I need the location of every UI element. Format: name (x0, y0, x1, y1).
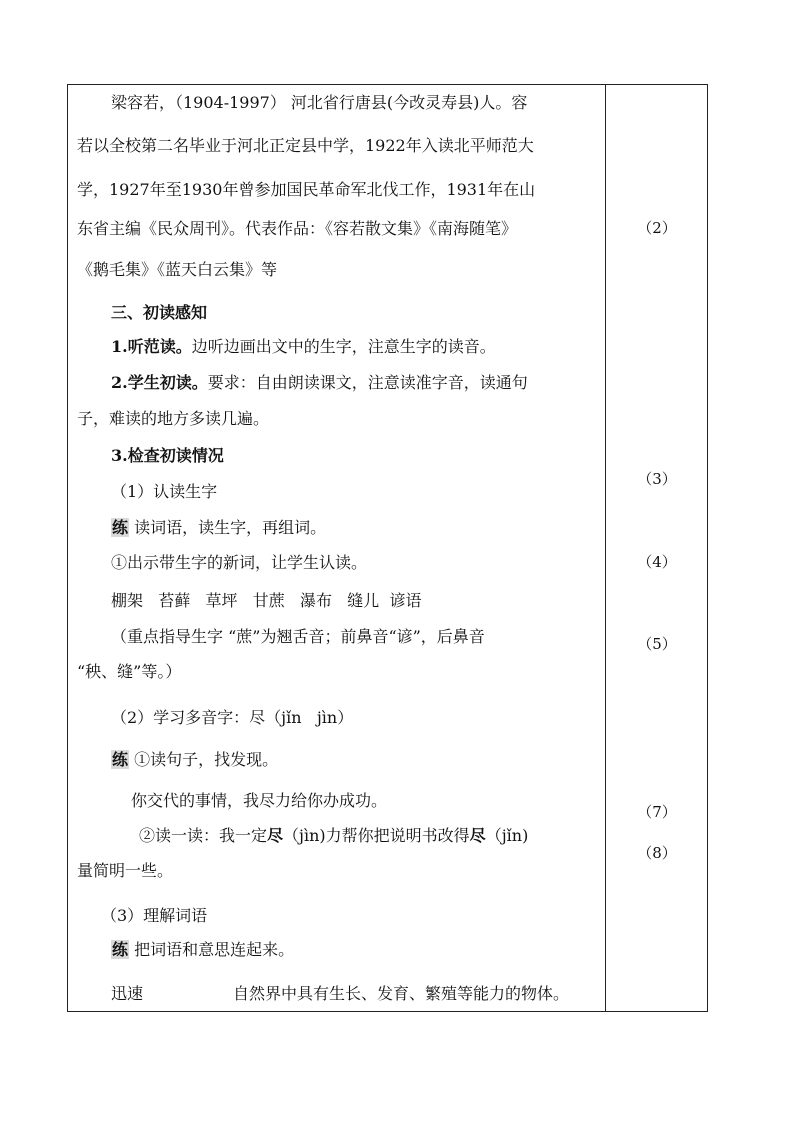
item-2-text-cont: 子，难读的地方多读几遍。 (77, 409, 270, 428)
side-number-5: （5） (637, 635, 677, 653)
sub-1-title: （1）认读生字 (111, 482, 218, 501)
bio-line-5: 《鹅毛集》《蓝天白云集》等 (77, 260, 278, 279)
item-2 (111, 373, 528, 393)
sub-3-task (111, 940, 294, 960)
bio-line-4: 东省主编《民众周刊》。代表作品：《容若散文集》《南海随笔》 (77, 219, 518, 238)
item-2-label: 2.学生初读。 (111, 373, 208, 392)
bio-line-2: 若以全校第二名毕业于河北正定县中学，1922年入读北平师范大 (77, 136, 534, 155)
example-sentence-2 (139, 826, 528, 846)
practice-tag: 练 (112, 518, 129, 537)
match-meaning: 自然界中具有生长、发育、繁殖等能力的物体。 (233, 984, 570, 1003)
sentence-2-bold-char-2: 尽 (469, 826, 486, 845)
sub-3-title: （3）理解词语 (101, 906, 208, 925)
sentence-2-bold-char-1: 尽 (267, 826, 284, 845)
example-sentence-1: 你交代的事情，我尽力给你办成功。 (131, 791, 388, 810)
side-number-8: （8） (637, 844, 677, 862)
note-line-1: （重点指导生字 “蔗”为翘舌音；前鼻音“谚”，后鼻音 (111, 627, 485, 646)
sub-3-task-text: 把词语和意思连起来。 (134, 940, 295, 959)
bio-line-1: 梁容若，（1904-1997） 河北省行唐县(今改灵寿县)人。容 (111, 93, 528, 112)
side-number-3: （3） (637, 470, 677, 488)
sub-1-task-text: 读词语，读生字，再组词。 (134, 518, 327, 537)
sub-1-task (111, 518, 326, 538)
sub-2-task (111, 750, 278, 770)
practice-tag: 练 (112, 940, 129, 959)
sub-1-step: ①出示带生字的新词，让学生认读。 (111, 553, 368, 572)
side-number-2: （2） (637, 219, 677, 237)
example-sentence-2-cont: 量简明一些。 (77, 861, 174, 880)
sentence-2-part-e: （jǐn) (485, 826, 529, 845)
sub-2-title: （2）学习多音字：尽（jǐn jìn） (111, 708, 354, 727)
item-1-text: 边听边画出文中的生字，注意生字的读音。 (191, 337, 496, 356)
main-column (67, 84, 605, 1012)
item-1-label: 1.听范读。 (111, 337, 192, 356)
side-number-4: （4） (637, 553, 677, 571)
practice-tag: 练 (112, 750, 129, 769)
side-column (606, 84, 708, 1012)
bio-line-3: 学，1927年至1930年曾参加国民革命军北伐工作，1931年在山 (77, 180, 536, 199)
note-line-2: “秧、缝”等。） (77, 662, 182, 681)
match-word: 迅速 (111, 984, 144, 1003)
sub-2-task-text: ①读句子，找发现。 (134, 750, 279, 769)
item-3: 3.检查初读情况 (111, 446, 224, 465)
item-1 (111, 337, 496, 357)
side-number-7: （7） (637, 803, 677, 821)
new-words: 棚架 苔藓 草坪 甘蔗 瀑布 缝儿 谚语 (111, 591, 422, 610)
item-2-text: 要求：自由朗读课文，注意读准字音，读通句 (207, 373, 528, 392)
section-title: 三、初读感知 (111, 303, 208, 322)
sentence-2-part-a: ②读一读：我一定 (139, 826, 268, 845)
sentence-2-part-c: （jìn)力帮你把说明书改得 (283, 826, 470, 845)
